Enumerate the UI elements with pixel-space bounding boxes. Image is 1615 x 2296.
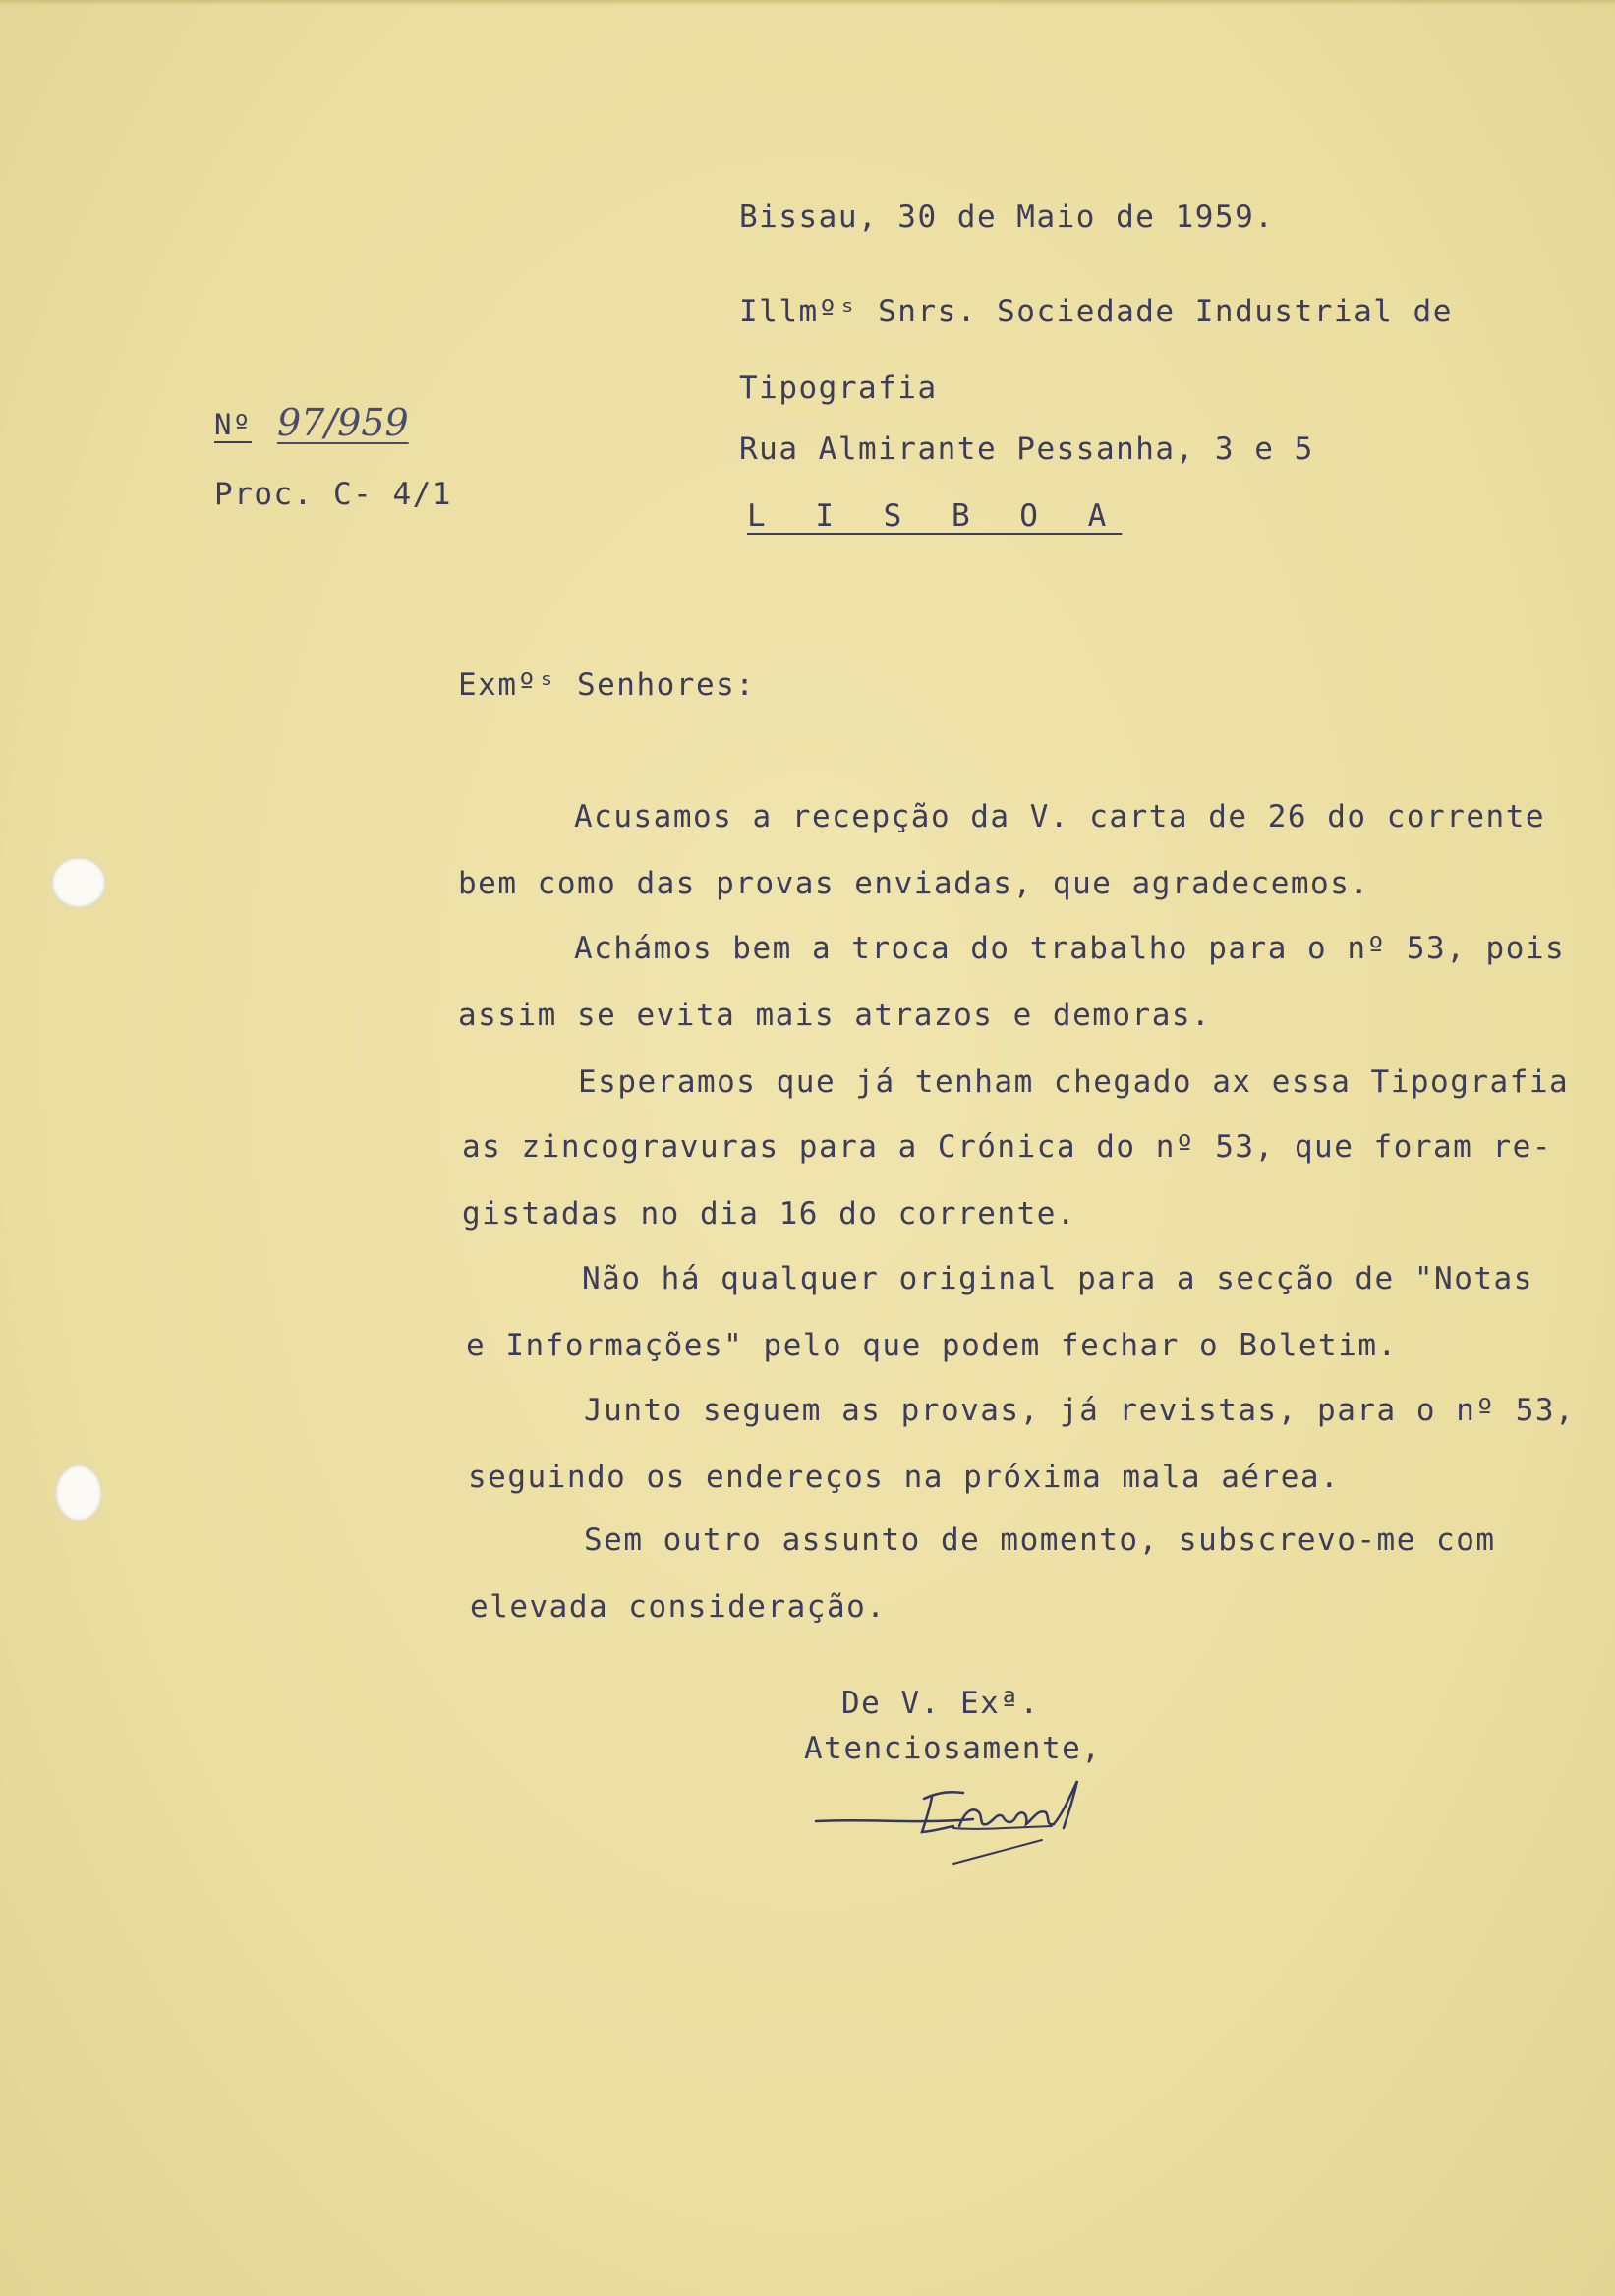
body-line: gistadas no dia 16 do corrente. bbox=[462, 1196, 1077, 1232]
handwritten-signature bbox=[806, 1769, 1130, 1877]
closing-line-2: Atenciosamente, bbox=[804, 1731, 1102, 1766]
addressee-line-2: Tipografia bbox=[739, 371, 938, 406]
body-line: Acusamos a recepção da V. carta de 26 do corrente bbox=[574, 799, 1546, 834]
body-line: elevada consideração. bbox=[470, 1589, 887, 1625]
body-line: bem como das provas enviadas, que agradecemos. bbox=[458, 866, 1370, 901]
closing-line-1: De V. Exª. bbox=[841, 1686, 1040, 1721]
punch-hole-top bbox=[51, 857, 106, 908]
addressee-line-1: Illmºˢ Snrs. Sociedade Industrial de bbox=[739, 294, 1453, 329]
addressee-city: L I S B O A bbox=[747, 498, 1123, 534]
body-line: Achámos bem a troca do trabalho para o nº 53, pois bbox=[574, 931, 1566, 966]
body-line: assim se evita mais atrazos e demoras. bbox=[458, 998, 1212, 1033]
paper-edge-shadow bbox=[0, 0, 1615, 6]
reference-label: Nº bbox=[214, 408, 252, 441]
reference-number-handwritten: 97/959 bbox=[277, 401, 409, 444]
salutation: Exmºˢ Senhores: bbox=[458, 667, 756, 703]
body-line: Esperamos que já tenham chegado ax essa Tipografia bbox=[578, 1064, 1570, 1100]
process-reference: Proc. C- 4/1 bbox=[214, 477, 452, 512]
body-line: as zincogravuras para a Crónica do nº 53, que foram re- bbox=[462, 1129, 1552, 1165]
body-line: Sem outro assunto de momento, subscrevo-me com bbox=[584, 1522, 1496, 1558]
body-line: Junto seguem as provas, já revistas, para o nº 53, bbox=[584, 1393, 1576, 1428]
addressee-line-3: Rua Almirante Pessanha, 3 e 5 bbox=[739, 431, 1314, 467]
place-date: Bissau, 30 de Maio de 1959. bbox=[739, 200, 1275, 235]
body-line: Não há qualquer original para a secção de "Notas bbox=[582, 1261, 1533, 1296]
body-line: seguindo os endereços na próxima mala aérea. bbox=[468, 1460, 1341, 1495]
body-line: e Informações" pelo que podem fechar o Boletim. bbox=[466, 1328, 1398, 1363]
punch-hole-bottom bbox=[55, 1464, 102, 1521]
